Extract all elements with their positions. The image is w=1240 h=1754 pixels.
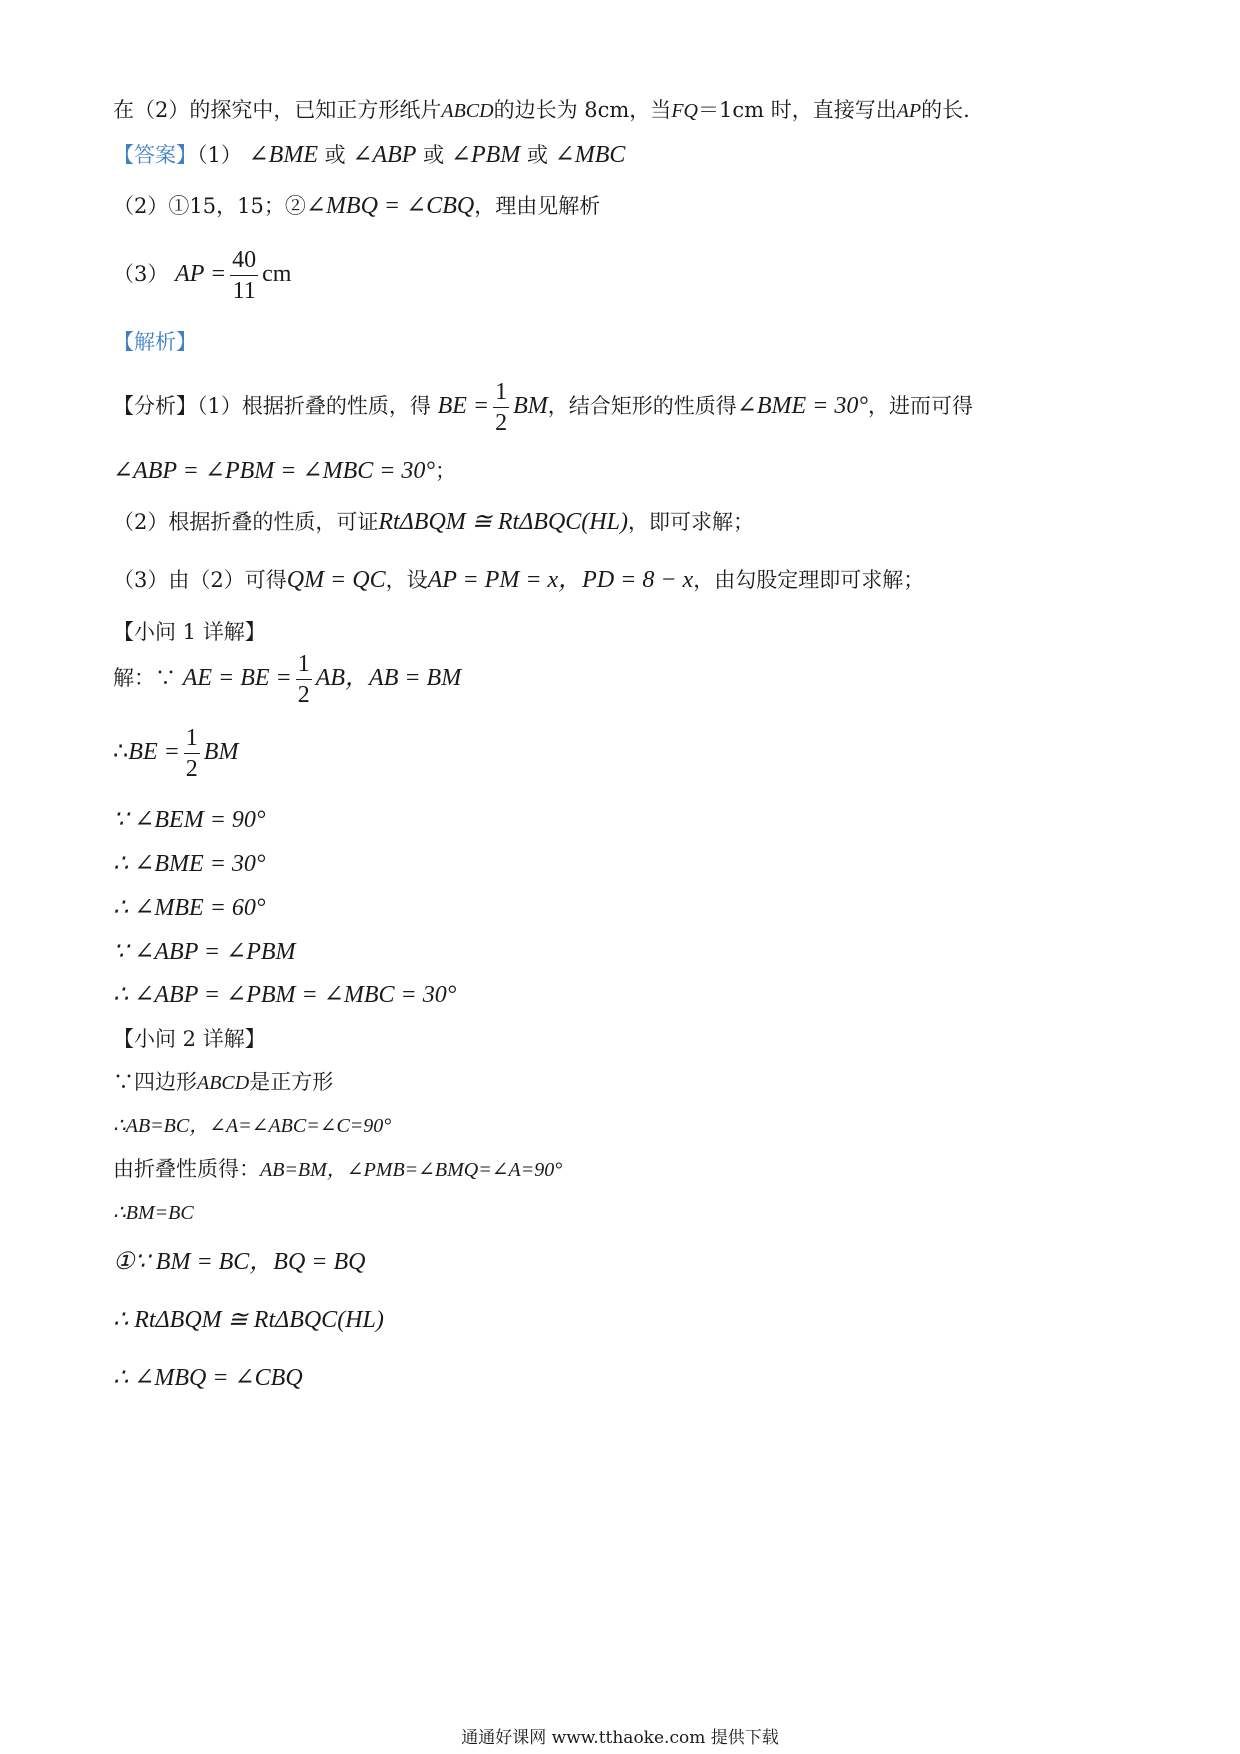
q1-label: 【小问 1 详解】	[113, 620, 266, 644]
q1-step-3: ∵ ∠BEM = 90°	[113, 807, 266, 833]
q2-step-2: ∴AB=BC，∠A=∠ABC=∠C=90°	[113, 1115, 392, 1137]
fenxi-line-4: （3）由（2）可得QM = QC，设AP = PM = x，PD = 8 − x，由勾股定理即可求解；	[113, 567, 925, 593]
q2-step-6: ∴ RtΔBQM ≅ RtΔBQC(HL)	[113, 1307, 384, 1333]
question-intro: 在（2）的探究中，已知正方形纸片ABCD的边长为 8cm，当FQ＝1cm 时，直接写出AP的长.	[113, 98, 970, 122]
q1-step-5: ∴ ∠MBE = 60°	[113, 895, 266, 921]
answer-line-1: 【答案】（1） ∠BME 或 ∠ABP 或 ∠PBM 或 ∠MBC	[113, 142, 626, 168]
q2-step-4: ∴BM=BC	[113, 1202, 194, 1224]
fraction: $\frac{1}{2}$	[297, 651, 310, 708]
q2-step-5: ①∵ BM = BC，BQ = BQ	[113, 1249, 366, 1275]
page-footer: 通通好课网 www.tthaoke.com 提供下载	[461, 1728, 779, 1748]
q1-step-2: ∴BE = $\frac{1}{2}$ BM	[113, 725, 239, 782]
answer-line-2: （2）①15，15；②∠MBQ = ∠CBQ，理由见解析	[113, 193, 601, 219]
fenxi-line-3: （2）根据折叠的性质，可证RtΔBQM ≅ RtΔBQC(HL)，即可求解；	[113, 509, 754, 535]
q1-step-4: ∴ ∠BME = 30°	[113, 851, 266, 877]
q2-step-7: ∴ ∠MBQ = ∠CBQ	[113, 1365, 303, 1391]
q2-step-3: 由折叠性质得：AB=BM，∠PMB=∠BMQ=∠A=90°	[113, 1157, 563, 1181]
q1-step-7: ∴ ∠ABP = ∠PBM = ∠MBC = 30°	[113, 982, 457, 1008]
q1-step-1: 解：∵ AE = BE = $\frac{1}{2}$ AB，AB = BM	[113, 651, 462, 708]
answer-line-3: （3） AP = $\frac{40}{11}$ cm	[113, 247, 292, 304]
fraction: $\frac{1}{2}$	[185, 725, 198, 782]
fraction: $\frac{40}{11}$	[232, 247, 257, 304]
analysis-label: 【解析】	[113, 330, 197, 354]
q2-label: 【小问 2 详解】	[113, 1027, 266, 1051]
q1-step-6: ∵ ∠ABP = ∠PBM	[113, 939, 296, 965]
fenxi-line-1: 【分析】（1）根据折叠的性质，得 BE = $\frac{1}{2}$ BM，结合矩形的性质得∠BME = 30°，进而可得	[113, 379, 973, 436]
answer-label: 【答案】	[113, 143, 197, 167]
fraction: $\frac{1}{2}$	[495, 379, 508, 436]
fenxi-line-2: ∠ABP = ∠PBM = ∠MBC = 30°；	[113, 458, 457, 484]
q2-step-1: ∵四边形ABCD是正方形	[113, 1070, 334, 1094]
